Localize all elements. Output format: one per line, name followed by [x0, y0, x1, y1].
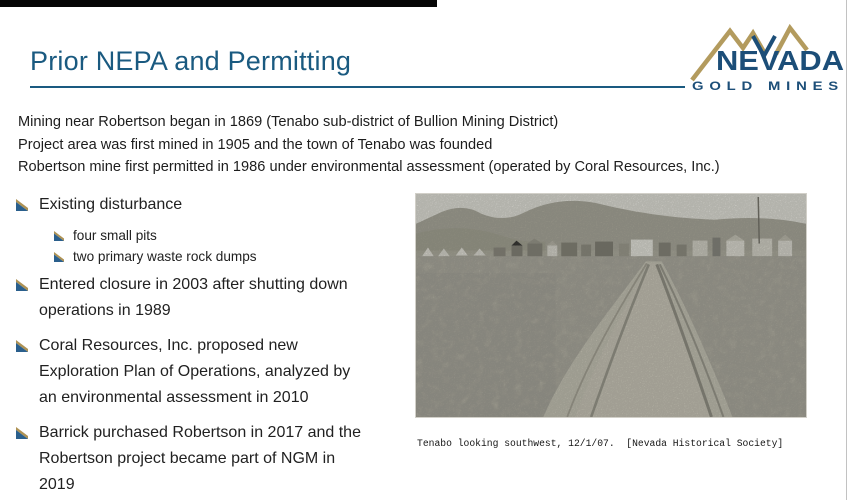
- bullet-flag-icon: [54, 252, 64, 262]
- bullet-flag-icon: [54, 231, 64, 241]
- intro-line: Robertson mine first permitted in 1986 under environmental assessment (operated by Coral Resources, Inc.): [18, 159, 720, 175]
- list-item-label: Coral Resources, Inc. proposed new Exploration Plan of Operations, analyzed by an environmental assessment in 2010: [39, 337, 351, 406]
- bullet-flag-icon: [16, 427, 28, 439]
- intro-line: Project area was first mined in 1905 and the town of Tenabo was founded: [18, 136, 493, 153]
- nevada-gold-mines-logo: [690, 24, 846, 96]
- bullet-flag-icon: [16, 340, 28, 352]
- bullet-flag-icon: [16, 199, 28, 211]
- historical-photo-tenabo: [415, 193, 807, 418]
- bullet-flag-icon: [16, 279, 28, 291]
- slide-right-border: [846, 0, 847, 500]
- intro-line: Mining near Robertson began in 1869 (Tenabo sub-district of Bullion Mining District): [18, 114, 559, 130]
- title-underline: [30, 86, 685, 88]
- list-item-label: Entered closure in 2003 after shutting down operations in 1989: [39, 276, 348, 319]
- photo-caption: Tenabo looking southwest, 12/1/07. [Nevada Historical Society]: [417, 438, 784, 449]
- sub-bullet-list: [54, 227, 388, 266]
- list-item: [16, 192, 388, 218]
- list-item-label: Existing disturbance: [39, 196, 183, 213]
- list-item: [16, 420, 388, 498]
- list-item-label: four small pits: [73, 228, 157, 243]
- top-edge-bar: [0, 0, 437, 7]
- list-item: [54, 248, 388, 266]
- list-item: [16, 272, 388, 324]
- page-title: Prior NEPA and Permitting: [30, 46, 352, 76]
- intro-paragraph: [18, 111, 738, 179]
- list-item-label: two primary waste rock dumps: [73, 249, 257, 264]
- logo-tagline-text: GOLD MINES: [692, 81, 844, 93]
- list-item: [54, 227, 388, 245]
- logo-name-text: NEVADA: [716, 45, 844, 76]
- list-item-label: Barrick purchased Robertson in 2017 and the Robertson project became part of NGM in 2019: [39, 424, 361, 493]
- list-item: [16, 333, 388, 411]
- bullet-list: [16, 192, 388, 500]
